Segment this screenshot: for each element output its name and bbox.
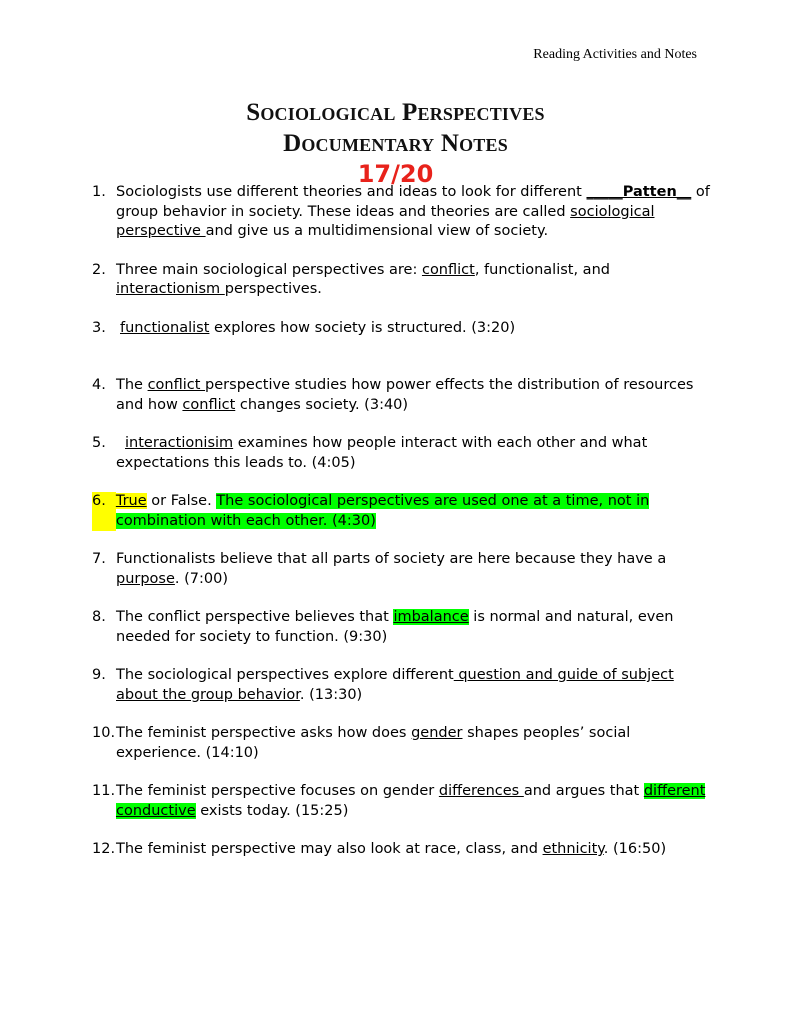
question-text-part: The conflict perspective believes that	[116, 609, 394, 625]
question-8	[92, 608, 712, 647]
highlighted-statement: The sociological perspectives are used one at a time, not in combination with each other. (4:30)	[115, 493, 650, 529]
question-number: 2.	[92, 261, 106, 278]
question-number: 11.	[92, 783, 116, 799]
title-line-1: Sociological Perspectives	[246, 99, 545, 126]
answer-blank: conflict	[147, 377, 206, 393]
question-11	[92, 782, 712, 821]
question-text	[116, 840, 712, 860]
answer-blank: interactionism	[116, 281, 225, 297]
question-text-part: The feminist perspective may also look at race, class, and	[116, 841, 543, 857]
question-text-part: . (13:30)	[299, 686, 363, 703]
question-text-part: Functionalists believe that all parts of society are here because they have a	[116, 551, 667, 567]
question-number: 5.	[92, 435, 106, 451]
question-number: 12.	[92, 841, 116, 857]
answer-blank: purpose	[116, 570, 175, 587]
question-text	[116, 183, 712, 242]
question-text-part: or False.	[146, 493, 217, 509]
question-text	[116, 492, 712, 531]
question-number: 7.	[92, 551, 106, 567]
question-text-part: The	[116, 377, 148, 393]
answer-blank: functionalist	[120, 319, 210, 336]
question-number: 1.	[92, 184, 106, 200]
question-text-part: . (7:00)	[174, 570, 228, 587]
question-list	[92, 183, 712, 879]
header-right-text: Reading Activities and Notes	[533, 47, 697, 62]
answer-blank: gender	[411, 725, 463, 741]
title-line-2: Documentary Notes	[283, 130, 508, 157]
question-text-part: The feminist perspective asks how does	[116, 725, 412, 741]
question-9	[92, 666, 712, 705]
question-text-part: Sociologists use different theories and ideas to look for different	[116, 184, 587, 200]
question-2	[92, 261, 712, 300]
question-number: 4.	[92, 377, 106, 393]
answer-blank: _____Patten__	[586, 184, 692, 200]
answer-true-highlighted: True	[115, 493, 147, 509]
question-number: 8.	[92, 609, 106, 625]
question-5	[92, 434, 712, 473]
score: 17/20	[357, 160, 434, 188]
question-text-part: perspectives.	[224, 281, 322, 297]
question-text	[116, 724, 712, 763]
answer-blank: question and guide of subject about the group behavior	[116, 667, 674, 703]
question-text-part: exists today. (15:25)	[195, 802, 349, 819]
question-text	[116, 261, 712, 300]
question-text-part: , functionalist, and	[474, 261, 610, 278]
title-block	[0, 97, 791, 188]
question-text	[116, 608, 712, 647]
question-3	[92, 319, 712, 339]
answer-blank: differences	[438, 783, 524, 799]
question-text	[116, 782, 712, 821]
question-number: 3.	[92, 319, 106, 336]
question-text-part: is normal and natural, even needed for society to function. (9:30)	[116, 609, 674, 645]
question-10	[92, 724, 712, 763]
question-1	[92, 183, 712, 242]
question-text-part: Three main sociological perspectives are:	[116, 261, 422, 278]
question-12	[92, 840, 712, 860]
question-text-part: examines how people interact with each other and what expectations this leads to. (4:05)	[116, 435, 648, 471]
answer-blank: conflict	[421, 261, 475, 278]
question-text	[116, 550, 712, 589]
question-text-part: explores how society is structured. (3:20)	[209, 319, 516, 336]
question-number: 9.	[92, 667, 106, 683]
question-6	[92, 492, 712, 531]
question-text-part: The sociological perspectives explore different	[116, 667, 454, 683]
question-text-part: and give us a multidimensional view of society.	[205, 223, 549, 239]
answer-blank-highlighted: different conductive	[116, 783, 706, 819]
question-number: 6.	[92, 492, 116, 531]
answer-blank: ethnicity	[542, 841, 604, 857]
answer-blank-highlighted: imbalance	[393, 609, 469, 625]
question-4	[92, 376, 712, 415]
question-text-part: perspective studies how power effects the distribution of resources and how	[116, 377, 694, 413]
answer-blank: sociological perspective	[116, 203, 655, 239]
question-text-part: The feminist perspective focuses on gender	[116, 783, 439, 799]
question-7	[92, 550, 712, 589]
question-number: 10.	[92, 725, 116, 741]
answer-blank: conflict	[182, 396, 236, 413]
question-text	[116, 666, 712, 705]
question-text-part: of group behavior in society. These ideas and theories are called	[116, 184, 710, 220]
question-text	[116, 319, 712, 339]
question-text-part: . (16:50)	[603, 841, 667, 857]
question-text	[116, 376, 712, 415]
question-text-part: changes society. (3:40)	[235, 396, 409, 413]
question-text	[116, 434, 712, 473]
question-text-part: and argues that	[523, 783, 644, 799]
question-text-part: shapes peoples’ social experience. (14:10)	[116, 725, 631, 761]
answer-blank: interactionisim	[125, 435, 234, 451]
